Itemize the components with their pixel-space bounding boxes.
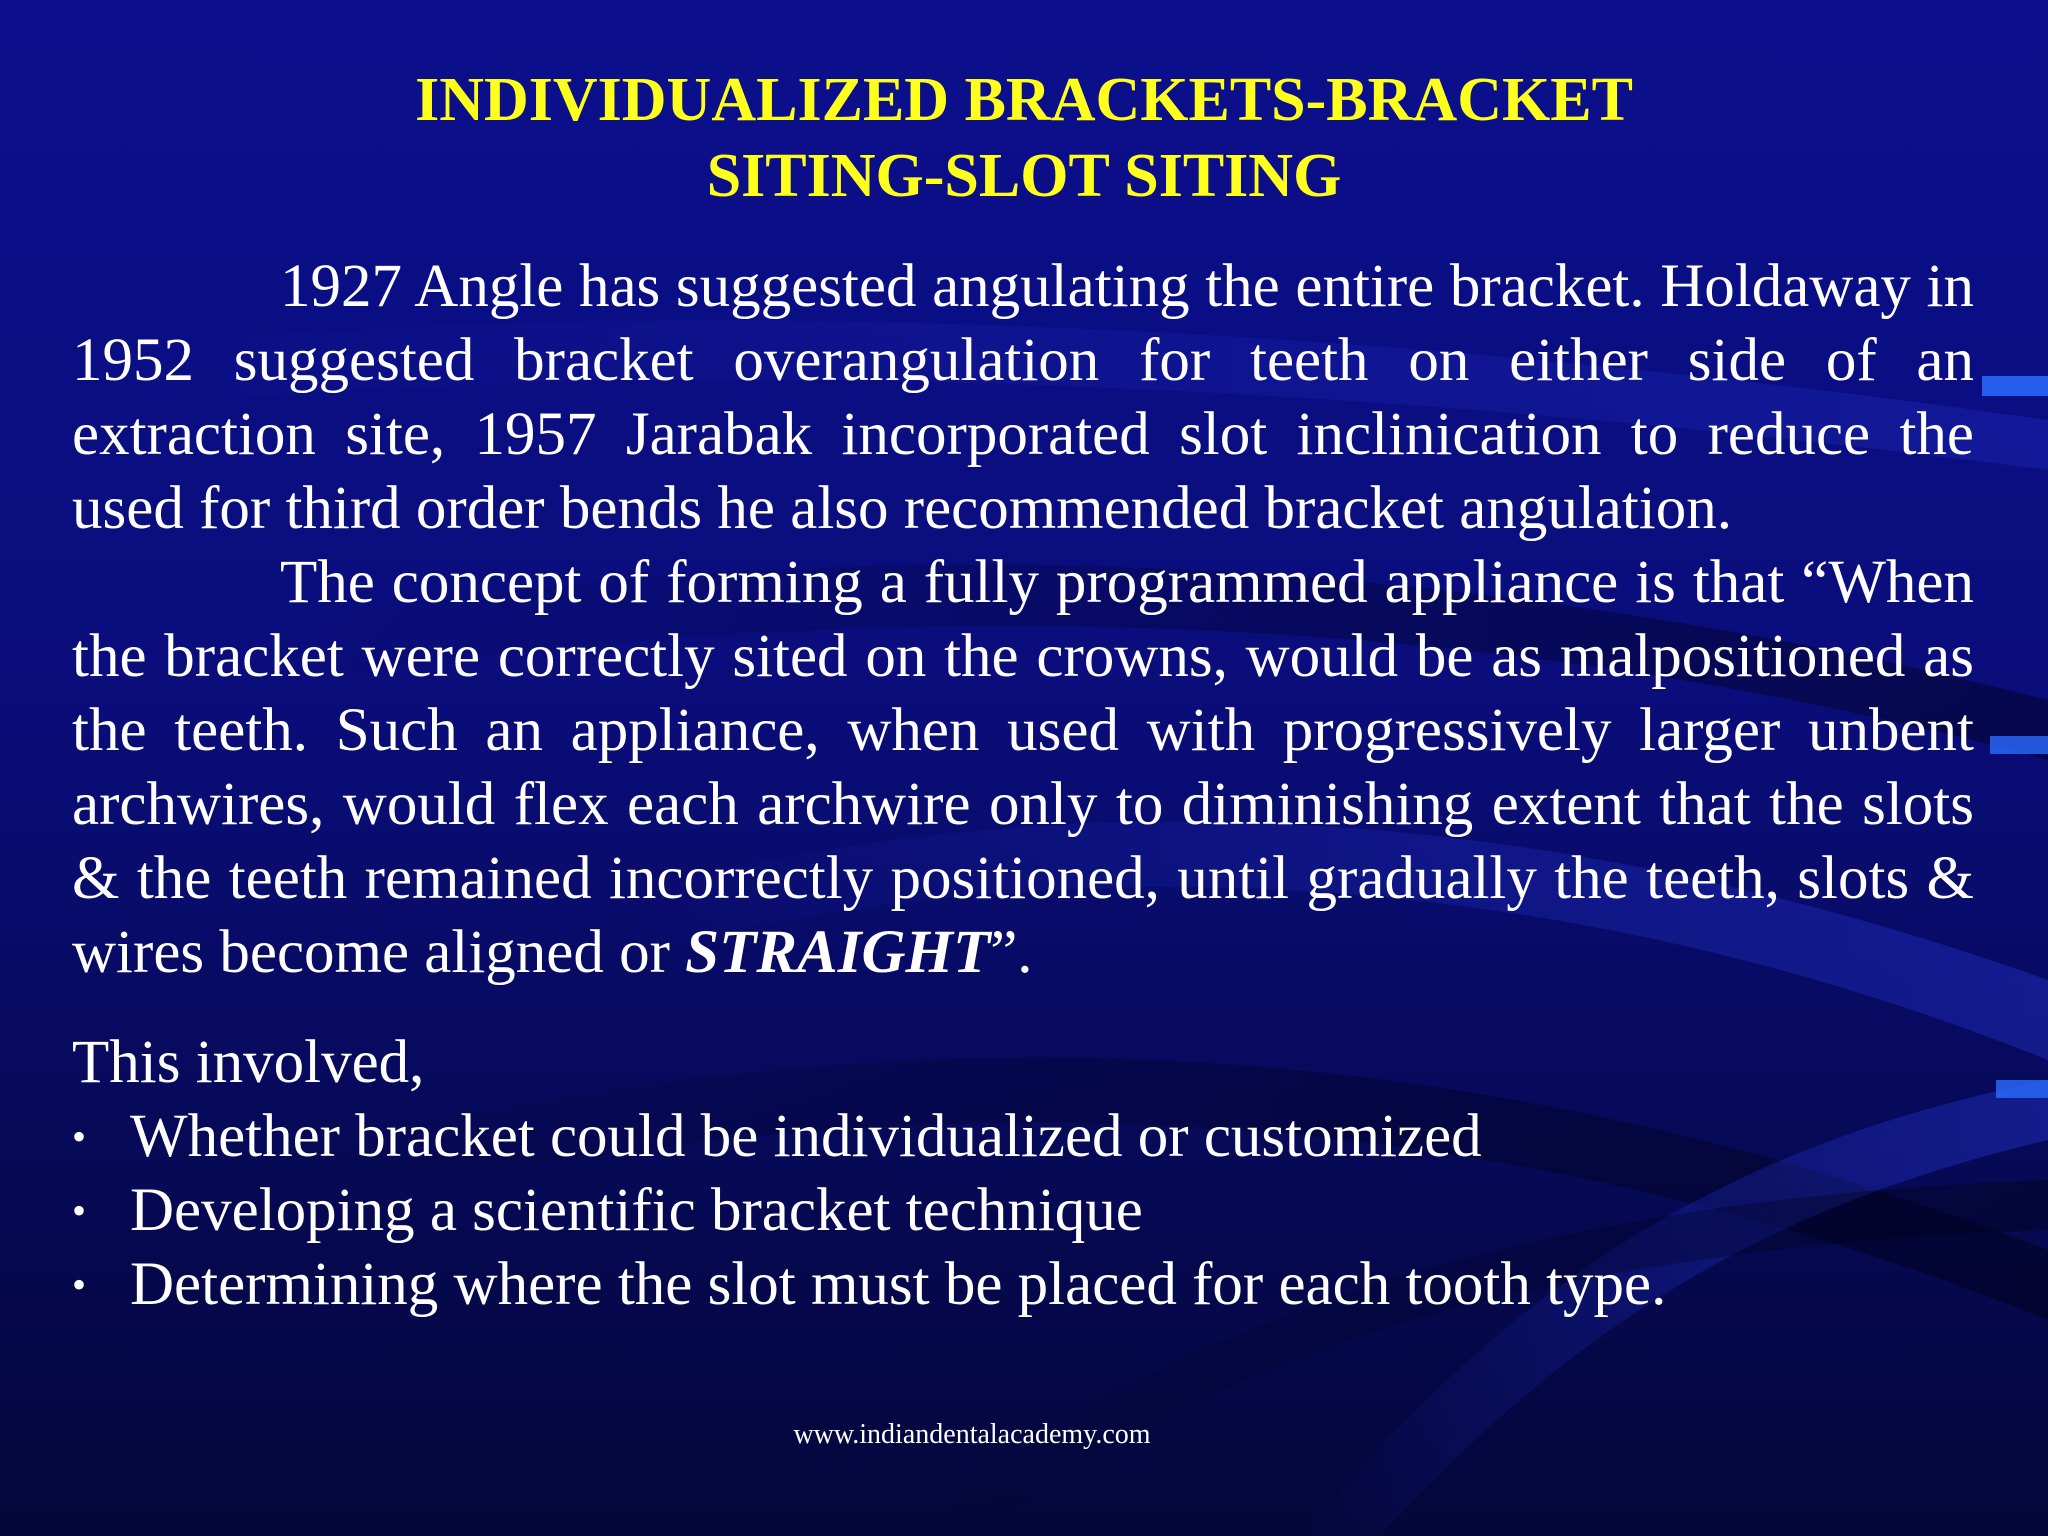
list-item-text: Whether bracket could be individualized or customized bbox=[130, 1103, 1482, 1170]
slide-title-line-1: INDIVIDUALIZED BRACKETS-BRACKET bbox=[415, 66, 1633, 134]
bullet-icon: • bbox=[72, 1188, 87, 1233]
paragraph-concept-text: The concept of forming a fully programmed appliance is that “When the bracket were correctly sited on the crowns, would be as malpositioned as the teeth. Such an appliance, when used with progressively larger unbent archwires, would flex each archwire only to diminishing extent that the slots & the teeth remained incorrectly positioned, until gradually the teeth, slots & wires become aligned or bbox=[72, 549, 1974, 986]
paragraph-history-text: 1927 Angle has suggested angulating the entire bracket. Holdaway in 1952 suggested bracket overangulation for teeth on either side of an extraction site, 1957 Jarabak incorporated slot inclinication to reduce the used for third order bends he also recommended bracket angulation. bbox=[72, 253, 1974, 542]
bullet-icon: • bbox=[72, 1114, 87, 1159]
list-item bbox=[72, 1248, 1974, 1322]
bullet-list bbox=[72, 1100, 1974, 1322]
list-item-text: Developing a scientific bracket technique bbox=[130, 1177, 1143, 1244]
closing-quote: ”. bbox=[990, 919, 1033, 986]
list-item-text: Determining where the slot must be placed for each tooth type. bbox=[130, 1251, 1667, 1318]
list-item bbox=[72, 1100, 1974, 1174]
list-intro: This involved, bbox=[72, 1029, 425, 1096]
paragraph-concept bbox=[72, 546, 1974, 990]
watermark-url: www.indiandentalacademy.com bbox=[793, 1419, 1151, 1450]
slide-title bbox=[0, 62, 2048, 214]
paragraph-history bbox=[72, 250, 1974, 546]
bullet-icon: • bbox=[72, 1262, 87, 1307]
emphasis-straight: STRAIGHT bbox=[685, 919, 991, 986]
slide-body bbox=[72, 250, 1974, 1322]
slide-title-line-2: SITING-SLOT SITING bbox=[706, 142, 1342, 210]
list-item bbox=[72, 1174, 1974, 1248]
